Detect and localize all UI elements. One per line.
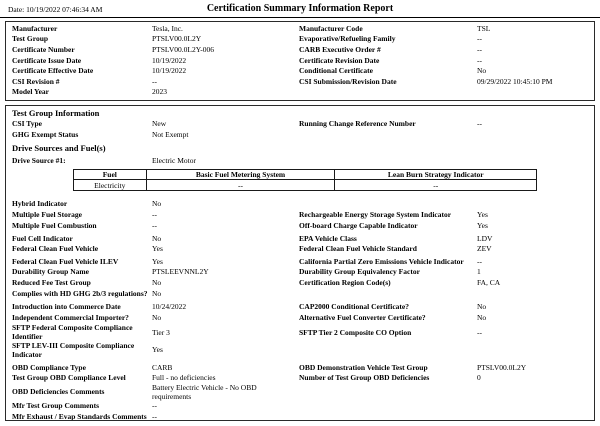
field-value: 10/24/2022 (152, 302, 187, 312)
field-value: 09/29/2022 10:45:10 PM (477, 76, 553, 86)
field-label: Federal Clean Fuel Vehicle Standard (299, 244, 417, 254)
field-row (12, 45, 592, 56)
field-row (12, 221, 592, 232)
field-label: Manufacturer (12, 23, 58, 33)
field-row (12, 66, 592, 77)
field-value: Yes (152, 244, 163, 254)
section-heading-test-group-information: Test Group Information (12, 108, 100, 119)
field-label: Rechargeable Energy Storage System Indicator (299, 210, 452, 220)
field-row (12, 384, 592, 402)
field-label: Reduced Fee Test Group (12, 277, 91, 287)
field-value: No (152, 233, 162, 243)
field-row (12, 412, 592, 421)
field-value: No (477, 312, 487, 322)
field-label: OBD Compliance Type (12, 362, 86, 372)
field-row (12, 156, 592, 167)
field-label: Manufacturer Code (299, 23, 363, 33)
field-label: Number of Test Group OBD Deficiencies (299, 373, 430, 383)
field-value: PTSLV00.0L2Y-006 (152, 45, 215, 55)
field-label: Test Group OBD Compliance Level (12, 373, 126, 383)
fuel-table-cell-fuel: Electricity (74, 180, 147, 191)
field-label: Introduction into Commerce Date (12, 302, 121, 312)
field-row (12, 257, 592, 268)
field-value: No (477, 302, 487, 312)
field-row (12, 77, 592, 88)
field-label: Evaporative/Refueling Family (299, 34, 396, 44)
test-group-box (5, 105, 595, 421)
field-row (12, 302, 592, 313)
field-label: CARB Executive Order # (299, 45, 381, 55)
field-label: Durability Group Equivalency Factor (299, 267, 420, 277)
field-row (12, 119, 592, 130)
field-value: TSL (477, 23, 491, 33)
field-row (12, 324, 592, 342)
field-value: No (152, 198, 162, 208)
report-date: Date: 10/19/2022 07:46:34 AM (8, 5, 103, 14)
field-label: Certificate Number (12, 45, 75, 55)
field-label: Alternative Fuel Converter Certificate? (299, 312, 426, 322)
field-label: Federal Clean Fuel Vehicle ILEV (12, 256, 119, 266)
field-row (12, 130, 592, 141)
field-label: Hybrid Indicator (12, 198, 68, 208)
field-label: SFTP Federal Composite Compliance Identifier (12, 323, 133, 342)
hybrid-rows (12, 199, 592, 210)
field-label: Durability Group Name (12, 267, 89, 277)
field-value: Electric Motor (152, 156, 196, 166)
field-value: -- (152, 210, 157, 220)
field-value: ZEV (477, 244, 492, 254)
report-header (0, 0, 600, 17)
fuel-table-header-fuel: Fuel (74, 169, 147, 180)
field-label: Mfr Exhaust / Evap Standards Comments (12, 411, 147, 421)
field-row (12, 199, 592, 210)
field-label: Running Change Reference Number (299, 119, 416, 129)
field-label: EPA Vehicle Class (299, 233, 357, 243)
header-divider (0, 17, 600, 18)
field-value: 1 (477, 267, 481, 277)
drive-source-rows (12, 156, 592, 167)
field-row (12, 313, 592, 324)
fuel-table-cell-lean-burn: -- (335, 180, 537, 191)
field-value: 2023 (152, 87, 167, 97)
field-label: SFTP Tier 2 Composite CO Option (299, 327, 412, 337)
fuel-table-header-metering: Basic Fuel Metering System (146, 169, 335, 180)
field-row (12, 244, 592, 255)
test-group-rows (12, 119, 592, 140)
field-value: -- (477, 256, 482, 266)
field-label: Independent Commercial Importer? (12, 312, 129, 322)
vehicle-class-rows (12, 234, 592, 255)
sftp-rows (12, 324, 592, 359)
field-row (12, 401, 592, 412)
field-value: Yes (477, 210, 488, 220)
fuel-table-header-lean-burn: Lean Burn Strategy Indicator (335, 169, 537, 180)
field-label: Certificate Issue Date (12, 55, 82, 65)
field-value: -- (152, 401, 157, 411)
field-value: Yes (477, 221, 488, 231)
field-label: Federal Clean Fuel Vehicle (12, 244, 99, 254)
field-value: -- (152, 221, 157, 231)
page-title: Certification Summary Information Report (206, 3, 394, 14)
field-label: Mfr Test Group Comments (12, 401, 100, 411)
field-value: New (152, 119, 167, 129)
field-value: CARB (152, 362, 173, 372)
field-value: Tier 3 (152, 327, 170, 337)
section-heading-drive-sources: Drive Sources and Fuel(s) (12, 143, 106, 154)
field-row (12, 289, 592, 300)
certificate-summary-box (5, 21, 595, 101)
fuel-table-header-row (74, 169, 537, 180)
field-row (12, 234, 592, 245)
field-label: California Partial Zero Emissions Vehicle Indicator (299, 256, 464, 266)
field-label: Certificate Revision Date (299, 55, 380, 65)
field-row (12, 88, 592, 99)
durability-rows (12, 257, 592, 299)
field-label: GHG Exempt Status (12, 129, 79, 139)
field-value: -- (477, 34, 482, 44)
field-label: Model Year (12, 87, 50, 97)
field-label: Drive Source #1: (12, 156, 66, 166)
fuel-storage-rows (12, 211, 592, 232)
field-value: Full - no deficiencies (152, 373, 216, 383)
commerce-rows (12, 302, 592, 323)
field-row (12, 35, 592, 46)
field-value: LDV (477, 233, 493, 243)
field-label: SFTP LEV-III Composite Compliance Indicator (12, 341, 135, 359)
field-label: Certification Region Code(s) (299, 277, 391, 287)
field-row (12, 268, 592, 279)
fuel-table (73, 169, 537, 191)
fuel-table-data-row (74, 180, 537, 191)
field-value: No (477, 66, 487, 76)
field-value: Battery Electric Vehicle - No OBD requirements (152, 382, 257, 401)
field-value: -- (477, 55, 482, 65)
field-label: Fuel Cell Indicator (12, 233, 73, 243)
field-label: OBD Demonstration Vehicle Test Group (299, 362, 428, 372)
field-value: Yes (152, 345, 163, 355)
field-value: 10/19/2022 (152, 66, 187, 76)
field-label: CSI Submission/Revision Date (299, 76, 397, 86)
field-label: Test Group (12, 34, 49, 44)
field-value: PTSLV00.0L2Y (152, 34, 202, 44)
field-label: OBD Deficiencies Comments (12, 387, 105, 397)
field-value: -- (152, 76, 157, 86)
field-label: CAP2000 Conditional Certificate? (299, 302, 409, 312)
fuel-table-cell-metering: -- (146, 180, 335, 191)
field-label: Multiple Fuel Storage (12, 210, 82, 220)
field-label: Off-board Charge Capable Indicator (299, 221, 418, 231)
field-row (12, 56, 592, 67)
field-label: Conditional Certificate (299, 66, 373, 76)
field-value: No (152, 277, 162, 287)
field-value: 0 (477, 373, 481, 383)
certificate-rows (12, 24, 592, 98)
obd-rows (12, 363, 592, 422)
field-row (12, 211, 592, 222)
field-value: No (152, 312, 162, 322)
field-label: CSI Type (12, 119, 42, 129)
field-label: Complies with HD GHG 2b/3 regulations? (12, 288, 148, 298)
field-value: Not Exempt (152, 129, 189, 139)
field-row (12, 278, 592, 289)
field-value: PTSLEEVNNL2Y (152, 267, 209, 277)
field-value: -- (477, 119, 482, 129)
field-value: PTSLV00.0L2Y (477, 362, 527, 372)
field-label: Multiple Fuel Combustion (12, 221, 97, 231)
field-row (12, 363, 592, 374)
field-value: No (152, 288, 162, 298)
field-row (12, 24, 592, 35)
field-value: -- (152, 411, 157, 421)
field-label: CSI Revision # (12, 76, 60, 86)
field-value: -- (477, 327, 482, 337)
field-value: Tesla, Inc. (152, 23, 183, 33)
field-value: -- (477, 45, 482, 55)
field-value: FA, CA (477, 277, 501, 287)
field-label: Certificate Effective Date (12, 66, 94, 76)
field-row (12, 342, 592, 360)
field-row (12, 373, 592, 384)
field-value: Yes (152, 256, 163, 266)
field-value: 10/19/2022 (152, 55, 187, 65)
